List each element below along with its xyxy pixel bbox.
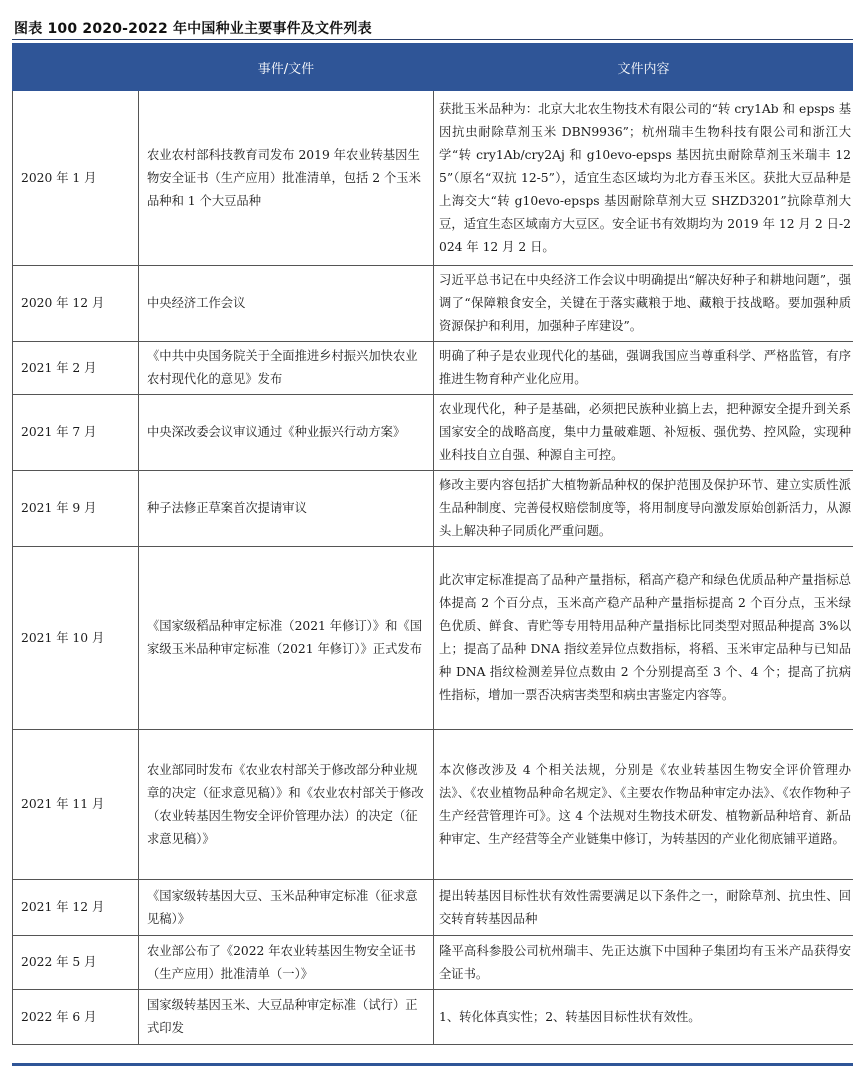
row-content: 1、转化体真实性；2、转基因目标性状有效性。 bbox=[434, 990, 853, 1045]
header-date bbox=[13, 44, 139, 91]
row-date: 2021 年 2 月 bbox=[13, 342, 139, 395]
row-event: 国家级转基因玉米、大豆品种审定标准（试行）正式印发 bbox=[139, 990, 434, 1045]
row-event: 《国家级稻品种审定标准（2021 年修订）》和《国家级玉米品种审定标准（2021 年修订）》正式发布 bbox=[139, 547, 434, 730]
row-event: 《中共中央国务院关于全面推进乡村振兴加快农业农村现代化的意见》发布 bbox=[139, 342, 434, 395]
table-row bbox=[13, 266, 853, 342]
row-date: 2020 年 1 月 bbox=[13, 91, 139, 266]
row-event: 种子法修正草案首次提请审议 bbox=[139, 471, 434, 547]
row-event: 农业农村部科技教育司发布 2019 年农业转基因生物安全证书（生产应用）批准清单，包括 2 个玉米品种和 1 个大豆品种 bbox=[139, 91, 434, 266]
row-content: 农业现代化，种子是基础，必须把民族种业搞上去，把种源安全提升到关系国家安全的战略高度，集中力量破难题、补短板、强优势、控风险，实现种业科技自立自强、种源自主可控。 bbox=[434, 395, 853, 471]
row-date: 2021 年 12 月 bbox=[13, 880, 139, 936]
row-content: 获批玉米品种为：北京大北农生物技术有限公司的“转 cry1Ab 和 epsps 基因抗虫耐除草剂玉米 DBN9936”；杭州瑞丰生物科技有限公司和浙江大学“转 cry1Ab/cry2Aj 和 g10evo-epsps 基因抗虫耐除草剂玉米瑞丰 125”（原名“双抗 12-5”），适宜生态区域均为北方春玉米区。获批大豆品种是上海交大“转 g10evo-epsps 基因耐除草剂大豆 SHZD3201”抗除草剂大豆，适宜生态区域南方大豆区。安全证书有效期均为 2019 年 12 月 2 日-2024 年 12 月 2 日。 bbox=[434, 91, 853, 266]
table-row bbox=[13, 730, 853, 880]
table-row bbox=[13, 91, 853, 266]
page-title: 图表 100 2020-2022 年中国种业主要事件及文件列表 bbox=[14, 21, 372, 37]
row-content: 提出转基因目标性状有效性需要满足以下条件之一，耐除草剂、抗虫性、回交转育转基因品种 bbox=[434, 880, 853, 936]
table-row bbox=[13, 395, 853, 471]
row-content: 隆平高科参股公司杭州瑞丰、先正达旗下中国种子集团均有玉米产品获得安全证书。 bbox=[434, 936, 853, 990]
table-row bbox=[13, 990, 853, 1045]
header-content: 文件内容 bbox=[434, 44, 853, 91]
table-row bbox=[13, 880, 853, 936]
row-event: 农业部公布了《2022 年农业转基因生物安全证书（生产应用）批准清单（一）》 bbox=[139, 936, 434, 990]
row-date: 2021 年 11 月 bbox=[13, 730, 139, 880]
table-header-row bbox=[13, 44, 853, 91]
row-content: 本次修改涉及 4 个相关法规，分别是《农业转基因生物安全评价管理办法》、《农业植物品种命名规定》、《主要农作物品种审定办法》、《农作物种子生产经营管理许可》。这 4 个法规对生物技术研发、植物新品种培育、新品种审定、生产经营等全产业链集中修订，为转基因的产业化彻底铺平道路。 bbox=[434, 730, 853, 880]
row-date: 2022 年 6 月 bbox=[13, 990, 139, 1045]
row-event: 《国家级转基因大豆、玉米品种审定标准（征求意见稿）》 bbox=[139, 880, 434, 936]
bottom-divider bbox=[12, 1063, 853, 1066]
row-date: 2021 年 10 月 bbox=[13, 547, 139, 730]
table-row bbox=[13, 936, 853, 990]
events-table bbox=[12, 43, 853, 1045]
row-event: 中央深改委会议审议通过《种业振兴行动方案》 bbox=[139, 395, 434, 471]
table-row bbox=[13, 471, 853, 547]
row-date: 2021 年 7 月 bbox=[13, 395, 139, 471]
title-divider bbox=[12, 39, 853, 40]
row-event: 农业部同时发布《农业农村部关于修改部分种业规章的决定（征求意见稿）》和《农业农村部关于修改（农业转基因生物安全评价管理办法）的决定（征求意见稿）》 bbox=[139, 730, 434, 880]
header-event: 事件/文件 bbox=[139, 44, 434, 91]
row-content: 修改主要内容包括扩大植物新品种权的保护范围及保护环节、建立实质性派生品种制度、完善侵权赔偿制度等，将用制度导向激发原始创新活力，从源头上解决种子同质化严重问题。 bbox=[434, 471, 853, 547]
row-event: 中央经济工作会议 bbox=[139, 266, 434, 342]
table-row bbox=[13, 342, 853, 395]
table-row bbox=[13, 547, 853, 730]
row-content: 习近平总书记在中央经济工作会议中明确提出“解决好种子和耕地问题”，强调了“保障粮食安全，关键在于落实藏粮于地、藏粮于技战略。要加强种质资源保护和利用，加强种子库建设”。 bbox=[434, 266, 853, 342]
row-date: 2020 年 12 月 bbox=[13, 266, 139, 342]
row-date: 2022 年 5 月 bbox=[13, 936, 139, 990]
row-content: 此次审定标准提高了品种产量指标，稻高产稳产和绿色优质品种产量指标总体提高 2 个百分点，玉米高产稳产品种产量指标提高 2 个百分点，玉米绿色优质、鲜食、青贮等专用特用品种产量指标比同类型对照品种提高 3%以上；提高了品种 DNA 指纹差异位点数指标，将稻、玉米审定品种与已知品种 DNA 指纹检测差异位点数由 2 个分别提高至 3 个、4 个；提高了抗病性指标，增加一票否决病害类型和病虫害鉴定内容等。 bbox=[434, 547, 853, 730]
row-date: 2021 年 9 月 bbox=[13, 471, 139, 547]
row-content: 明确了种子是农业现代化的基础，强调我国应当尊重科学、严格监管，有序推进生物育种产业化应用。 bbox=[434, 342, 853, 395]
